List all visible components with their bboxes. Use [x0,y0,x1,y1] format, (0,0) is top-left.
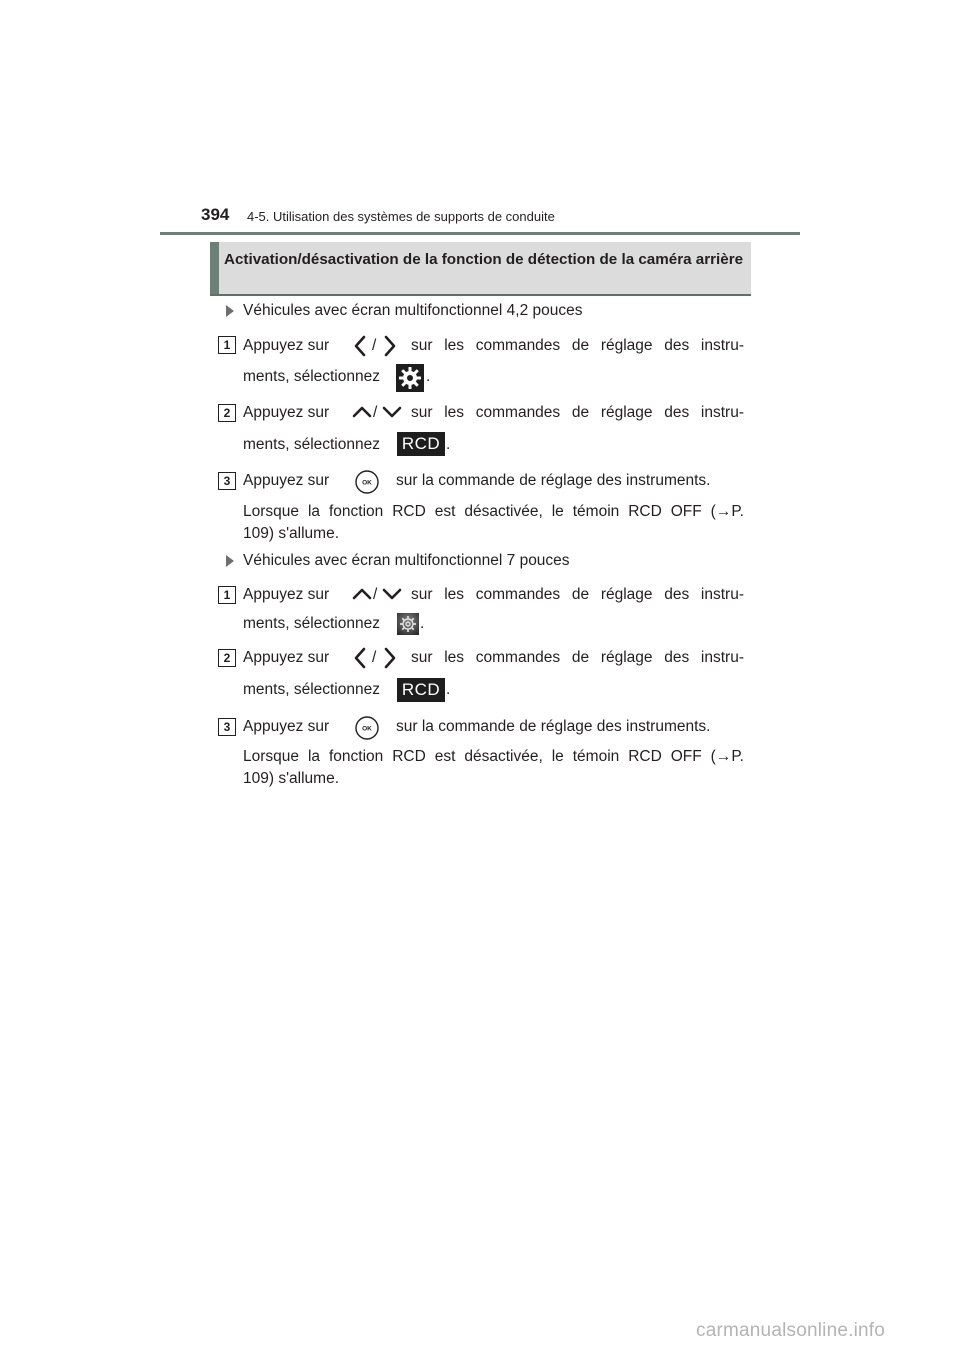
step-text-post: sur les commandes de réglage des instru- [411,649,744,666]
chapter-title: 4-5. Utilisation des systèmes de supports de conduite [247,209,555,224]
step-number: 3 [218,718,236,736]
separator-slash: / [373,586,378,603]
step-text-end: . [420,615,425,632]
section-accent-bar [210,242,219,294]
separator-slash: / [372,649,377,666]
step-text-end: . [426,368,431,385]
chevron-down-icon [381,404,403,420]
gear-icon [397,613,419,635]
page-number: 394 [201,205,230,224]
step-text [243,335,329,357]
ok-label: OK [362,725,372,733]
step-text-end: . [446,436,451,453]
ok-button-icon [354,715,380,741]
step-text-pre: Appuyez sur [243,404,330,421]
step-number: 3 [218,472,236,490]
watermark: carmanualsonline.info [696,1320,886,1341]
step-text-pre: Appuyez sur [243,472,330,489]
note-text: Lorsque la fonction RCD est désactivée, le témoin RCD OFF (→P. [243,503,744,520]
step-text-line2: ments, sélectionnez [243,681,380,698]
step-text-post: sur la commande de réglage des instruments. [396,472,711,489]
chevron-up-icon [351,404,373,420]
section-title: Activation/désactivation de la fonction de détection de la caméra arrière [224,251,744,268]
step-number: 2 [218,404,236,422]
chevron-left-icon [352,334,368,358]
step-number: 1 [218,336,236,354]
chevron-down-icon [381,586,403,602]
chevron-up-icon [351,586,373,602]
separator-slash: / [373,404,378,421]
ok-label: OK [362,479,372,487]
step-text-end: . [446,681,451,698]
group-heading-arrow [226,555,234,567]
step-text-line2: ments, sélectionnez [243,436,380,453]
separator-slash: / [372,337,377,354]
step-text-pre: Appuyez sur [243,337,330,354]
rcd-badge: RCD [397,678,445,702]
step-text-post: sur la commande de réglage des instruments. [396,718,711,735]
note-text: 109) s'allume. [243,770,340,787]
step-number: 1 [218,586,236,604]
chevron-right-icon [382,646,398,670]
note-text: Lorsque la fonction RCD est désactivée, le témoin RCD OFF (→P. [243,748,744,765]
ok-button-icon [354,469,380,495]
rcd-badge: RCD [397,432,445,456]
step-number: 2 [218,649,236,667]
group-heading: Véhicules avec écran multifonctionnel 4,2 pouces [243,302,583,319]
step-text-pre: Appuyez sur [243,718,330,735]
step-text-post: sur les commandes de réglage des instru- [411,337,744,354]
section-heading-box [210,242,751,296]
group-heading-arrow [226,305,234,317]
group-heading: Véhicules avec écran multifonctionnel 7 pouces [243,552,570,569]
note-text: 109) s'allume. [243,525,340,542]
step-text-pre: Appuyez sur [243,649,330,666]
step-text-post: sur les commandes de réglage des instru- [411,586,744,603]
gear-icon [396,364,424,392]
header-rule [160,232,800,235]
step-text-pre: Appuyez sur [243,586,330,603]
step-text-line2: ments, sélectionnez [243,615,380,632]
step-text-line2: ments, sélectionnez [243,368,380,385]
chevron-left-icon [352,646,368,670]
chevron-right-icon [382,334,398,358]
step-text-post: sur les commandes de réglage des instru- [411,404,744,421]
